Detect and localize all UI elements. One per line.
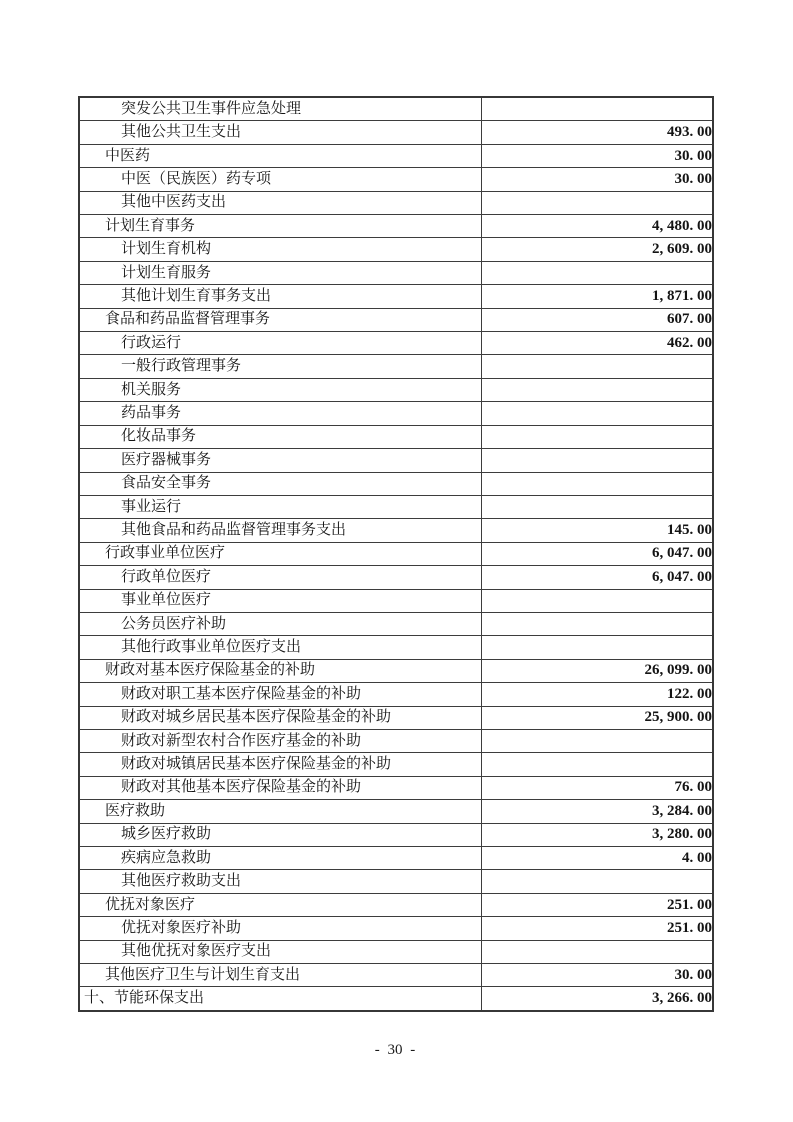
amount-cell: 3, 280. 00 [481,823,713,846]
table-row [79,238,713,261]
item-name-cell: 事业运行 [79,495,481,518]
table-row [79,753,713,776]
amount-cell [481,472,713,495]
item-name-cell: 计划生育事务 [79,215,481,238]
item-name-cell: 其他公共卫生支出 [79,121,481,144]
table-row [79,659,713,682]
amount-cell: 122. 00 [481,683,713,706]
item-name-cell: 中医（民族医）药专项 [79,168,481,191]
amount-cell: 607. 00 [481,308,713,331]
table-row [79,987,713,1011]
table-row [79,870,713,893]
item-name-cell: 医疗器械事务 [79,449,481,472]
item-name-cell: 事业单位医疗 [79,589,481,612]
item-name-cell: 行政单位医疗 [79,566,481,589]
table-row [79,449,713,472]
amount-cell [481,402,713,425]
item-name-cell: 其他食品和药品监督管理事务支出 [79,519,481,542]
table-row [79,893,713,916]
amount-cell [481,870,713,893]
item-name-cell: 十、节能环保支出 [79,987,481,1011]
amount-cell [481,753,713,776]
item-name-cell: 财政对职工基本医疗保险基金的补助 [79,683,481,706]
amount-cell: 30. 00 [481,144,713,167]
item-name-cell: 财政对城乡居民基本医疗保险基金的补助 [79,706,481,729]
amount-cell: 462. 00 [481,332,713,355]
item-name-cell: 城乡医疗救助 [79,823,481,846]
item-name-cell: 机关服务 [79,378,481,401]
table-row [79,542,713,565]
budget-table-body [79,97,713,1011]
item-name-cell: 医疗救助 [79,800,481,823]
amount-cell [481,425,713,448]
item-name-cell: 食品和药品监督管理事务 [79,308,481,331]
table-row [79,964,713,987]
table-row [79,847,713,870]
table-row [79,683,713,706]
amount-cell [481,97,713,121]
table-row [79,589,713,612]
item-name-cell: 优抚对象医疗 [79,893,481,916]
amount-cell: 30. 00 [481,168,713,191]
table-row [79,308,713,331]
table-row [79,636,713,659]
amount-cell: 1, 871. 00 [481,285,713,308]
amount-cell: 145. 00 [481,519,713,542]
amount-cell: 30. 00 [481,964,713,987]
item-name-cell: 其他医疗卫生与计划生育支出 [79,964,481,987]
amount-cell: 4. 00 [481,847,713,870]
amount-cell: 6, 047. 00 [481,566,713,589]
item-name-cell: 一般行政管理事务 [79,355,481,378]
table-row [79,355,713,378]
table-row [79,285,713,308]
item-name-cell: 计划生育服务 [79,261,481,284]
item-name-cell: 行政运行 [79,332,481,355]
item-name-cell: 财政对城镇居民基本医疗保险基金的补助 [79,753,481,776]
amount-cell: 3, 284. 00 [481,800,713,823]
amount-cell: 6, 047. 00 [481,542,713,565]
amount-cell: 4, 480. 00 [481,215,713,238]
amount-cell: 251. 00 [481,893,713,916]
item-name-cell: 计划生育机构 [79,238,481,261]
table-row [79,191,713,214]
table-row [79,776,713,799]
amount-cell [481,191,713,214]
table-row [79,729,713,752]
table-row [79,472,713,495]
item-name-cell: 食品安全事务 [79,472,481,495]
item-name-cell: 中医药 [79,144,481,167]
table-row [79,425,713,448]
table-row [79,495,713,518]
table-row [79,519,713,542]
amount-cell [481,378,713,401]
table-row [79,215,713,238]
table-row [79,706,713,729]
amount-cell [481,355,713,378]
item-name-cell: 财政对新型农村合作医疗基金的补助 [79,729,481,752]
amount-cell [481,729,713,752]
table-row [79,940,713,963]
table-row [79,402,713,425]
amount-cell [481,449,713,472]
amount-cell: 76. 00 [481,776,713,799]
item-name-cell: 公务员医疗补助 [79,612,481,635]
amount-cell: 3, 266. 00 [481,987,713,1011]
table-row [79,612,713,635]
item-name-cell: 疾病应急救助 [79,847,481,870]
table-row [79,378,713,401]
table-row [79,917,713,940]
item-name-cell: 其他优抚对象医疗支出 [79,940,481,963]
page-number: - 30 - [374,1042,416,1058]
item-name-cell: 优抚对象医疗补助 [79,917,481,940]
table-row [79,261,713,284]
item-name-cell: 财政对其他基本医疗保险基金的补助 [79,776,481,799]
table-row [79,823,713,846]
amount-cell [481,261,713,284]
amount-cell [481,612,713,635]
table-row [79,332,713,355]
budget-expenditure-table [78,96,714,1012]
item-name-cell: 其他中医药支出 [79,191,481,214]
amount-cell [481,589,713,612]
table-row [79,97,713,121]
amount-cell: 25, 900. 00 [481,706,713,729]
table-row [79,121,713,144]
amount-cell: 493. 00 [481,121,713,144]
item-name-cell: 财政对基本医疗保险基金的补助 [79,659,481,682]
amount-cell: 251. 00 [481,917,713,940]
amount-cell [481,940,713,963]
amount-cell [481,495,713,518]
item-name-cell: 其他医疗救助支出 [79,870,481,893]
table-row [79,566,713,589]
item-name-cell: 突发公共卫生事件应急处理 [79,97,481,121]
amount-cell: 2, 609. 00 [481,238,713,261]
amount-cell [481,636,713,659]
table-row [79,168,713,191]
table-row [79,144,713,167]
item-name-cell: 行政事业单位医疗 [79,542,481,565]
item-name-cell: 化妆品事务 [79,425,481,448]
amount-cell: 26, 099. 00 [481,659,713,682]
table-row [79,800,713,823]
item-name-cell: 药品事务 [79,402,481,425]
item-name-cell: 其他行政事业单位医疗支出 [79,636,481,659]
item-name-cell: 其他计划生育事务支出 [79,285,481,308]
